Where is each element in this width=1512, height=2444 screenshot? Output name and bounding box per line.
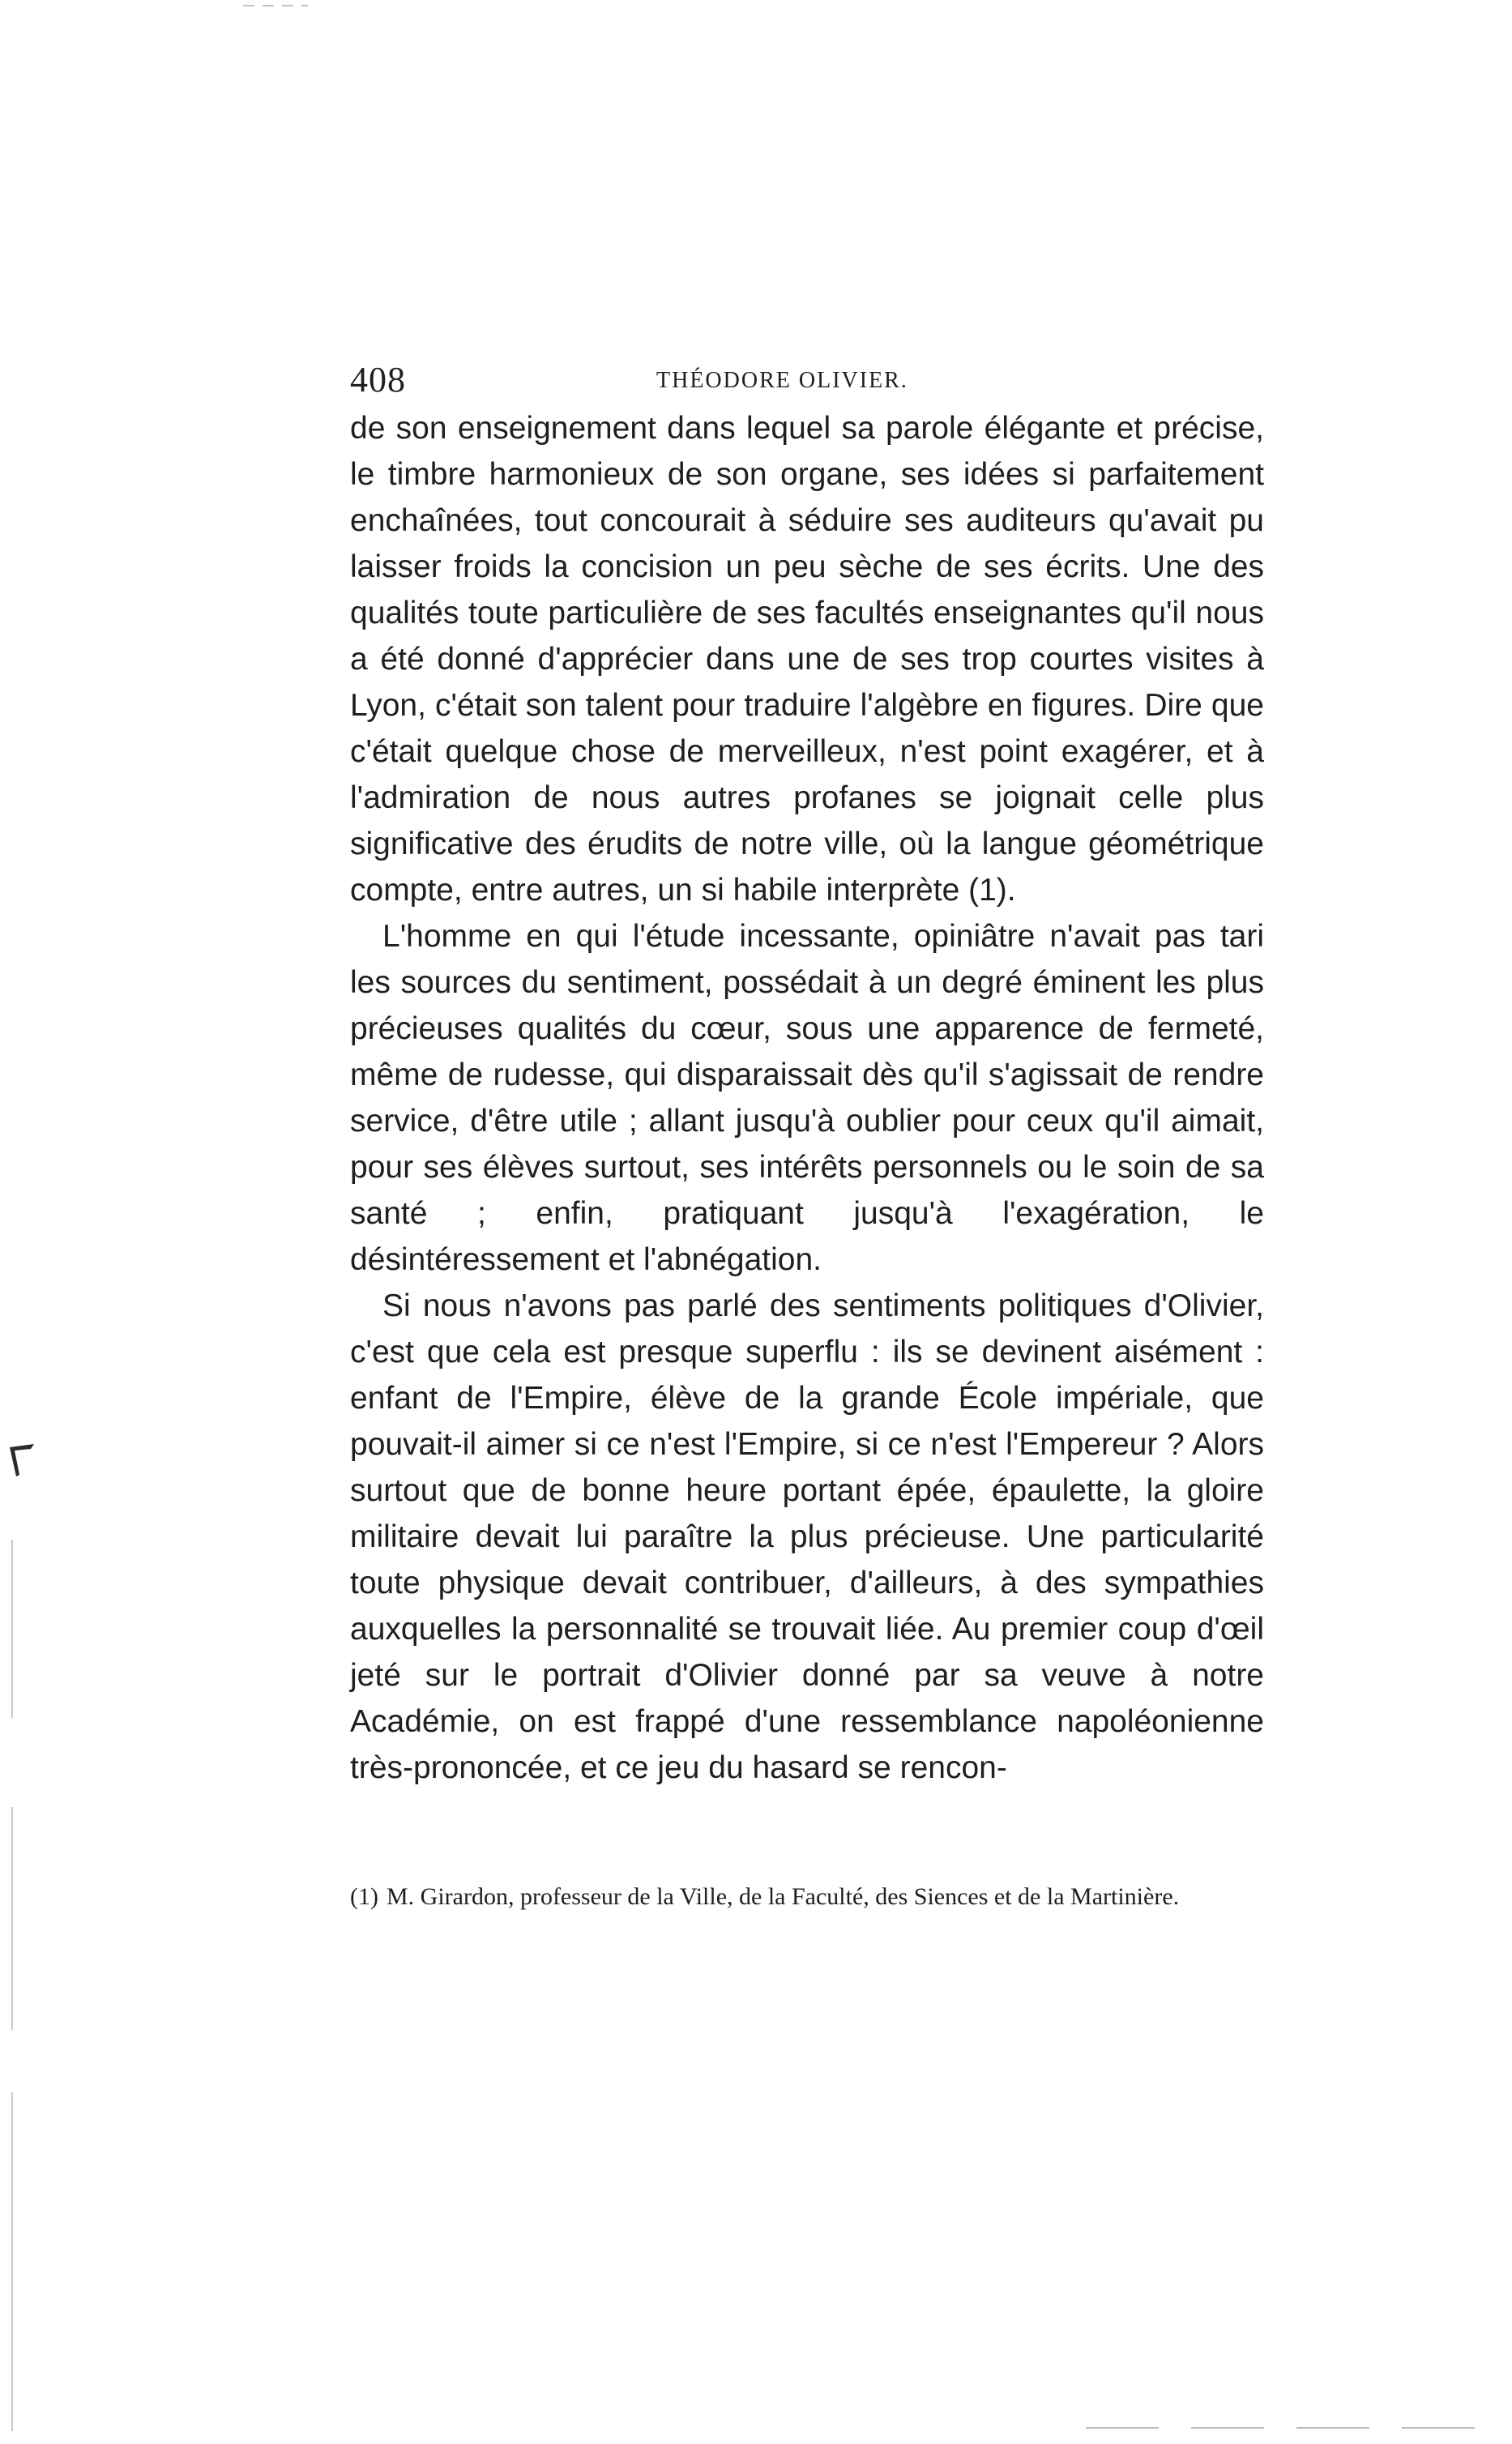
page-header	[350, 355, 1264, 405]
paragraph-2: L'homme en qui l'étude incessante, opiniâtre n'avait pas tari les sources du sentiment, possédait à un degré éminent les plus précieuses qualités du cœur, sous une apparence de fermeté, même de rudesse, qui disparaissait dès qu'il s'agissait de rendre service, d'être utile ; allant jusqu'à oublier pour ceux qu'il aimait, pour ses élèves surtout, ses intérêts personnels ou le soin de sa santé ; enfin, pratiquant jusqu'à l'exagération, le désintéressement et l'abnégation.	[350, 919, 1264, 1277]
margin-mark-icon	[6, 1442, 39, 1499]
running-head: THÉODORE OLIVIER.	[656, 368, 908, 393]
scan-edge-line	[11, 1540, 13, 2431]
footnote-text: M. Girardon, professeur de la Ville, de la Faculté, des Siences et de la Martinière.	[386, 1883, 1180, 1910]
paragraph-3: Si nous n'avons pas parlé des sentiments politiques d'Olivier, c'est que cela est presque superflu : ils se devinent aisément : enfant de l'Empire, élève de la grande École impériale, que pouvait-il aimer si ce n'est l'Empire, si ce n'est l'Empereur ? Alors surtout que de bonne heure portant épée, épaulette, la gloire militaire devait lui paraître la plus précieuse. Une particularité toute physique devait contribuer, d'ailleurs, à des sympathies auxquelles la personnalité se trouvait liée. Au premier coup d'œil jeté sur le portrait d'Olivier donné par sa veuve à notre Académie, on est frappé d'une ressemblance napoléonienne très-prononcée, et ce jeu du hasard se rencon-	[350, 1288, 1264, 1785]
body-text	[350, 405, 1264, 1791]
scan-artifact-bottom	[1086, 2427, 1491, 2429]
footnote	[350, 1878, 1264, 1916]
page-number: 408	[350, 360, 406, 400]
paragraph-1: de son enseignement dans lequel sa parole élégante et précise, le timbre harmonieux de son organe, ses idées si parfaitement enchaînées, tout concourait à séduire ses auditeurs qu'avait pu laisser froids la concision un peu sèche de ses écrits. Une des qualités toute particulière de ses facultés enseignantes qu'il nous a été donné d'apprécier dans une de ses trop courtes visites à Lyon, c'était son talent pour traduire l'algèbre en figures. Dire que c'était quelque chose de merveilleux, n'est point exagérer, et à l'admiration de nous autres profanes se joignait celle plus significative des érudits de notre ville, où la langue géométrique compte, entre autres, un si habile interprète (1).	[350, 411, 1264, 908]
footnote-marker: (1)	[350, 1883, 378, 1910]
scan-artifact-top	[243, 5, 308, 6]
